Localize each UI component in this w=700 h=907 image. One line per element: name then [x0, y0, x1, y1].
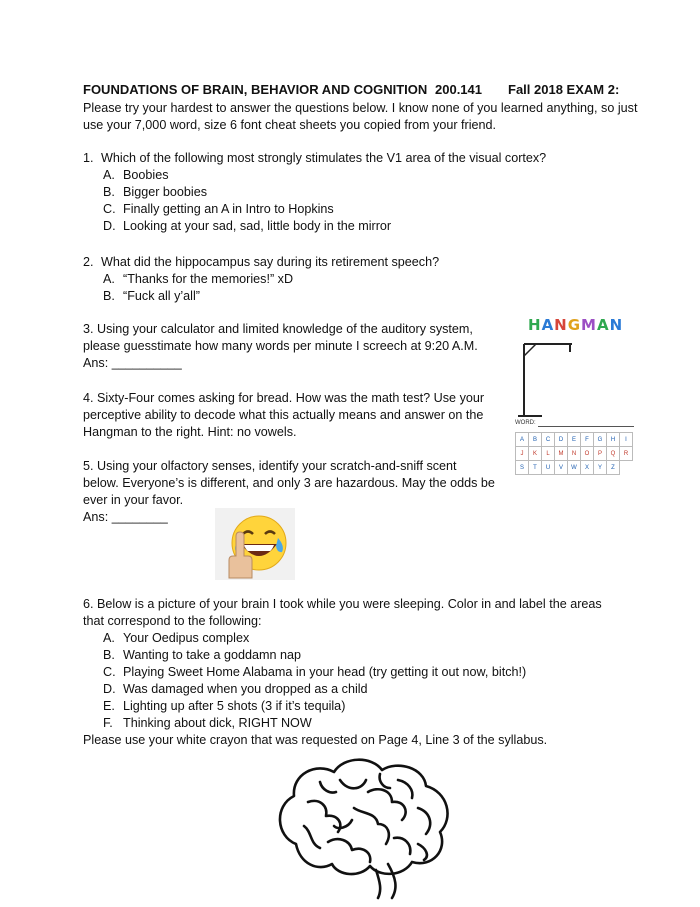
option-letter: B. — [103, 185, 115, 199]
answer-blank: Ans: __________ — [83, 356, 182, 370]
letter-cell: N — [568, 447, 581, 461]
letter-cell: X — [581, 461, 594, 475]
question-line: please guesstimate how many words per minute I screech at 9:20 A.M. — [83, 339, 478, 353]
letter-cell: V — [555, 461, 568, 475]
option-letter: E. — [103, 699, 115, 713]
option-text: Looking at your sad, sad, little body in the mirror — [123, 219, 392, 233]
answer-option — [103, 647, 623, 664]
course-code: 200.141 — [435, 82, 482, 97]
option-text: “Thanks for the memories!” xD — [123, 272, 294, 286]
exam-title: Fall 2018 EXAM 2: — [508, 82, 620, 97]
option-letter: D. — [103, 219, 116, 233]
letter-cell: H — [607, 433, 620, 447]
option-letter: A. — [103, 272, 115, 286]
hangman-graphic — [510, 312, 640, 487]
question-line: 4. Sixty-Four comes asking for bread. How was the math test? Use your — [83, 391, 485, 405]
option-letter: B. — [103, 289, 115, 303]
letter-cell — [620, 461, 633, 475]
answer-option — [103, 271, 439, 288]
option-text: Finally getting an A in Intro to Hopkins — [123, 202, 334, 216]
answer-option — [103, 681, 623, 698]
question-line: 5. Using your olfactory senses, identify your scratch-and-sniff scent — [83, 459, 457, 473]
brain-drawing — [268, 752, 458, 902]
question-line: 6. Below is a picture of your brain I took while you were sleeping. Color in and label the areas — [83, 597, 602, 611]
option-letter: F. — [103, 716, 113, 730]
question-line: that correspond to the following: — [83, 614, 262, 628]
question-1 — [83, 150, 546, 235]
letter-cell: U — [542, 461, 555, 475]
letter-cell: F — [581, 433, 594, 447]
question-6 — [83, 596, 623, 749]
question-line: below. Everyone’s is different, and only 3 are hazardous. May the odds be — [83, 476, 495, 490]
option-letter: D. — [103, 682, 116, 696]
letter-cell: Y — [594, 461, 607, 475]
letter-cell: Z — [607, 461, 620, 475]
answer-option — [103, 201, 546, 218]
answer-option — [103, 715, 623, 732]
question-number: 1. — [83, 151, 94, 165]
option-letter: A. — [103, 168, 115, 182]
gallows-icon — [510, 312, 640, 422]
question-text: Which of the following most strongly stimulates the V1 area of the visual cortex? — [101, 151, 547, 165]
letter-cell: K — [529, 447, 542, 461]
question-line: Hangman to the right. Hint: no vowels. — [83, 425, 297, 439]
letter-cell: S — [516, 461, 529, 475]
option-letter: C. — [103, 665, 116, 679]
letter-cell: W — [568, 461, 581, 475]
letter-cell: R — [620, 447, 633, 461]
answer-option — [103, 167, 546, 184]
answer-option — [103, 184, 546, 201]
option-text: “Fuck all y’all” — [123, 289, 200, 303]
letter-cell: I — [620, 433, 633, 447]
question-line: 3. Using your calculator and limited knowledge of the auditory system, — [83, 322, 473, 336]
letter-cell: P — [594, 447, 607, 461]
question-line: ever in your favor. — [83, 493, 184, 507]
letter-cell: B — [529, 433, 542, 447]
answer-option — [103, 288, 439, 305]
question-4 — [83, 390, 503, 441]
answer-option — [103, 218, 546, 235]
question-line: perceptive ability to decode what this actually means and answer on the — [83, 408, 484, 422]
option-letter: B. — [103, 648, 115, 662]
question-number: 2. — [83, 255, 94, 269]
option-text: Bigger boobies — [123, 185, 208, 199]
question-text: What did the hippocampus say during its retirement speech? — [101, 255, 440, 269]
letter-cell: O — [581, 447, 594, 461]
option-letter: C. — [103, 202, 116, 216]
option-text: Wanting to take a goddamn nap — [123, 648, 302, 662]
brain-icon — [268, 752, 458, 902]
answer-blank: Ans: ________ — [83, 510, 168, 524]
letter-cell: L — [542, 447, 555, 461]
question-3 — [83, 321, 493, 372]
answer-option — [103, 698, 623, 715]
word-label: WORD: — [515, 420, 536, 426]
option-text: Boobies — [123, 168, 169, 182]
instruction-footer: Please use your white crayon that was requested on Page 4, Line 3 of the syllabus. — [83, 733, 548, 747]
option-text: Was damaged when you dropped as a child — [123, 682, 368, 696]
letter-cell: T — [529, 461, 542, 475]
question-2 — [83, 254, 439, 305]
letter-cell: D — [555, 433, 568, 447]
letter-cell: C — [542, 433, 555, 447]
word-blank-line — [538, 426, 634, 427]
letter-cell: A — [516, 433, 529, 447]
option-text: Thinking about dick, RIGHT NOW — [123, 716, 312, 730]
course-title: FOUNDATIONS OF BRAIN, BEHAVIOR AND COGNITION — [83, 82, 428, 97]
letter-cell: M — [555, 447, 568, 461]
laughing-face-icon — [215, 508, 295, 580]
option-text: Lighting up after 5 shots (3 if it’s tequila) — [123, 699, 346, 713]
intro-paragraph: Please try your hardest to answer the questions below. I know none of you learned anything, so just use your 7,000 word, size 6 font cheat sheets you copied from your friend. — [83, 101, 638, 132]
letter-cell: Q — [607, 447, 620, 461]
answer-option — [103, 630, 623, 647]
letter-grid — [515, 432, 633, 475]
laughing-emoji-image — [215, 508, 295, 580]
option-text: Playing Sweet Home Alabama in your head (try getting it out now, bitch!) — [123, 665, 527, 679]
hangman-title: HANGMAN — [528, 316, 624, 334]
option-text: Your Oedipus complex — [123, 631, 250, 645]
letter-cell: E — [568, 433, 581, 447]
option-letter: A. — [103, 631, 115, 645]
letter-cell: J — [516, 447, 529, 461]
letter-cell: G — [594, 433, 607, 447]
answer-option — [103, 664, 623, 681]
